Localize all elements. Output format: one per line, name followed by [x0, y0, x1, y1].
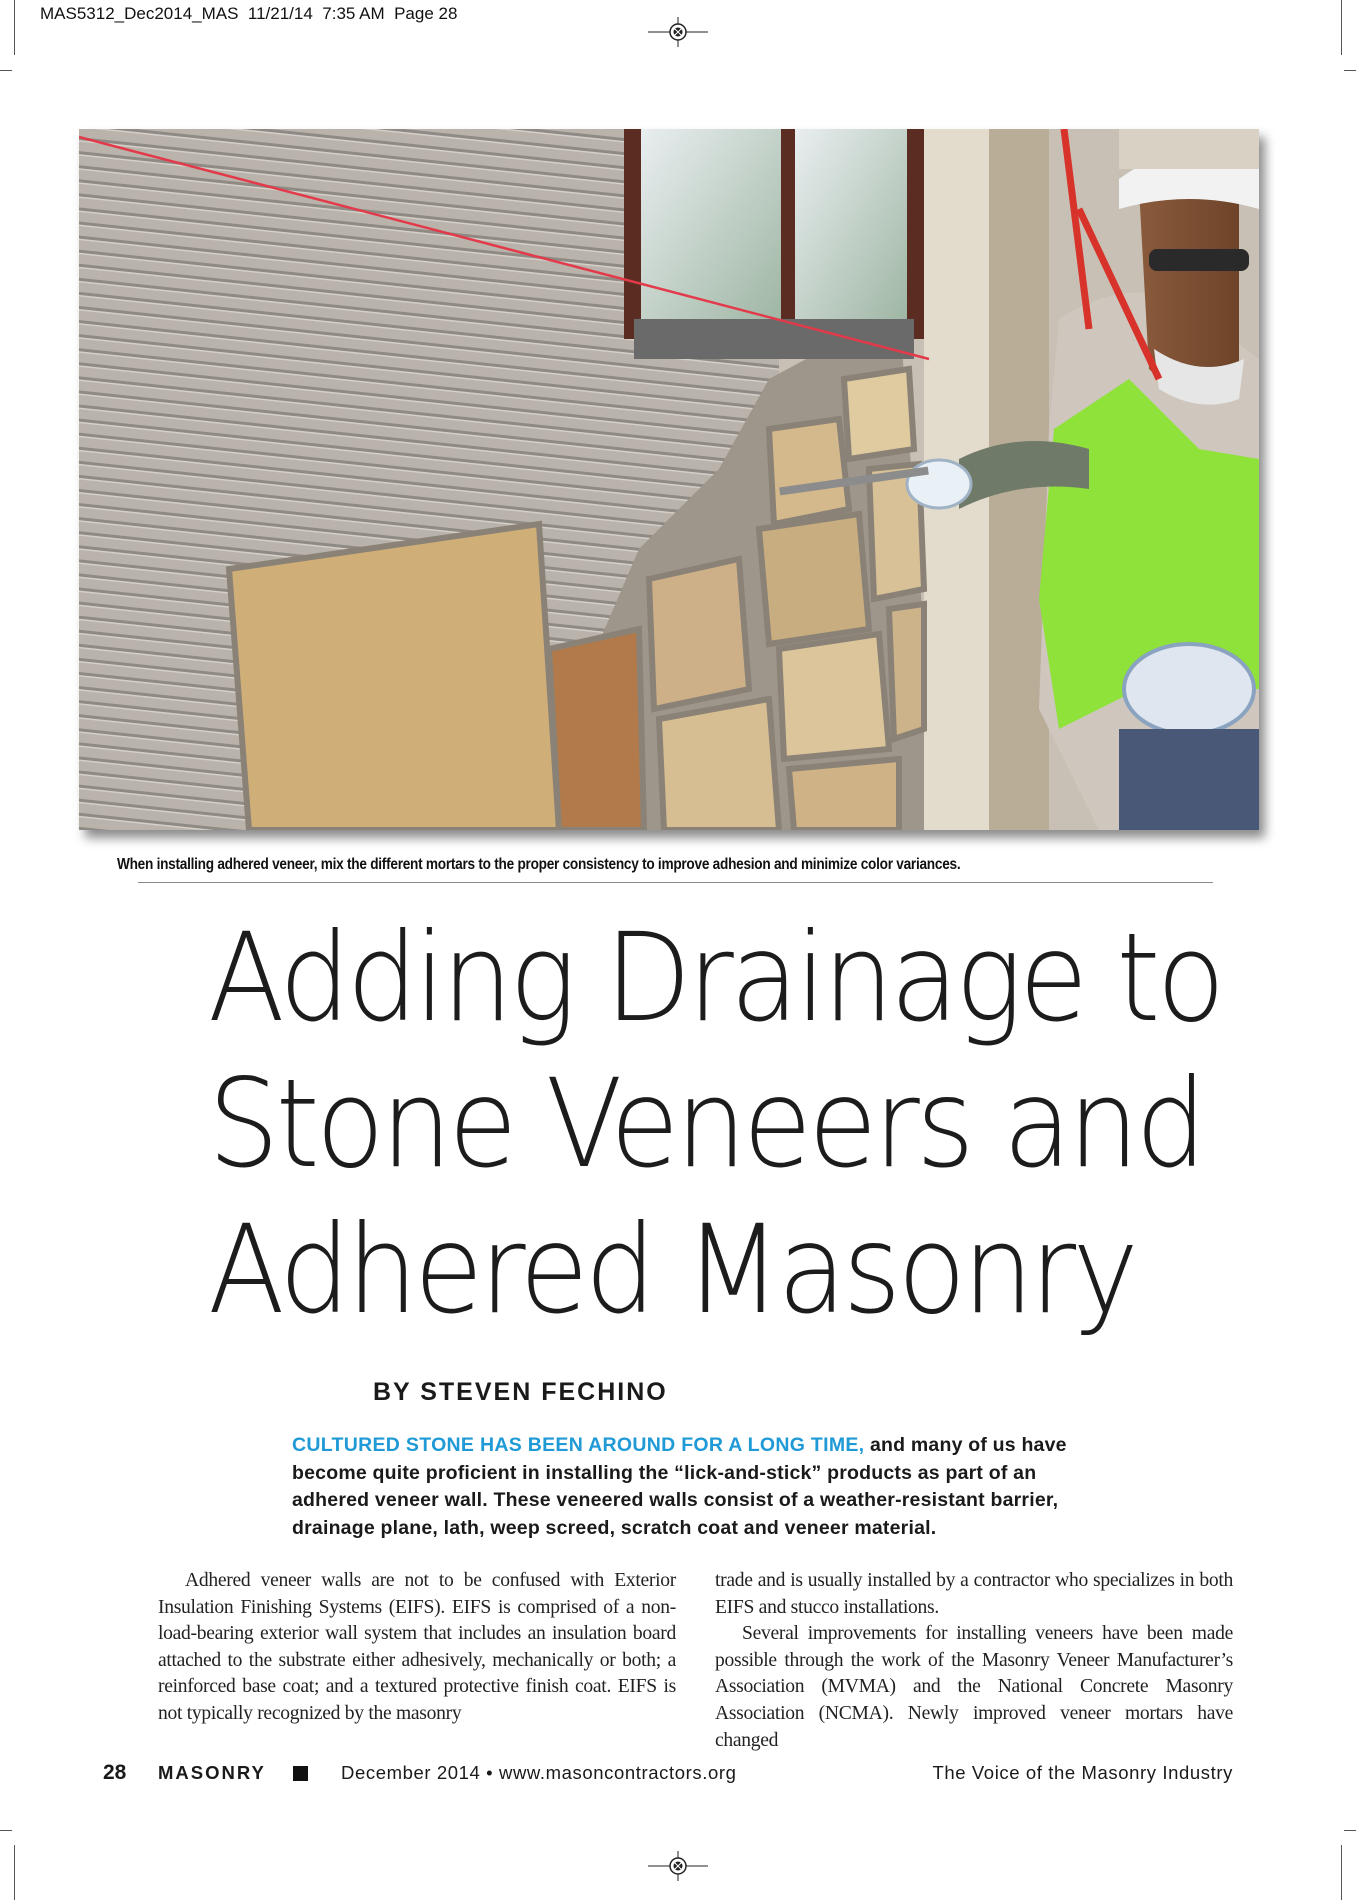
- square-bullet-icon: [293, 1766, 308, 1781]
- deck-lead: CULTURED STONE HAS BEEN AROUND FOR A LONG TIME,: [292, 1434, 865, 1456]
- body-paragraph: Several improvements for installing veneers have been made possible through the work of the Masonry Veneer Manufacturer’s Association (MVMA) and the National Concrete Masonry Association (NCMA). Newly improved veneer mortars have changed: [715, 1623, 1233, 1751]
- magazine-name: MASONRY: [158, 1762, 266, 1783]
- crop-mark: [0, 70, 12, 71]
- body-paragraph: trade and is usually installed by a contractor who specializes in both EIFS and stucco installations.: [715, 1570, 1233, 1618]
- registration-mark-icon: [648, 17, 708, 47]
- page-footer: [103, 1762, 1233, 1792]
- article-title: [208, 905, 1238, 1343]
- photo-caption: When installing adhered veneer, mix the different mortars to the proper consistency to improve adhesion and minimize color variances.: [117, 856, 961, 873]
- lead-photo: [79, 129, 1259, 830]
- crop-mark: [1341, 1845, 1342, 1900]
- crop-mark: [1344, 1830, 1356, 1831]
- article-deck: [292, 1432, 1112, 1542]
- crop-mark: [1344, 70, 1356, 71]
- crop-mark: [14, 1845, 15, 1900]
- caption-divider: [138, 882, 1213, 883]
- title-line: Adding Drainage to: [208, 907, 1222, 1049]
- crop-mark: [0, 1830, 12, 1831]
- deck-body: and many of us have become quite proficient in installing the “lick-and-stick” products as part of an adhered veneer wall. These veneered walls consist of a weather-resistant barrier, drainage plane, lath, weep screed, scratch coat and veneer material.: [292, 1434, 1067, 1539]
- print-slug: MAS5312_Dec2014_MAS 11/21/14 7:35 AM Page 28: [40, 4, 458, 23]
- body-paragraph: Adhered veneer walls are not to be confused with Exterior Insulation Finishing Systems (EIFS). EIFS is comprised of a non-load-bearing exterior wall system that includes an insulation board attached to the substrate either adhesively, mechanically or both; a reinforced base coat; and a textured protective finish coat. EIFS is not typically recognized by the masonry: [158, 1570, 676, 1724]
- page-number: 28: [103, 1761, 127, 1784]
- crop-mark: [14, 0, 15, 55]
- body-column-2: [715, 1568, 1233, 1754]
- registration-mark-icon: [648, 1851, 708, 1881]
- byline: BY STEVEN FECHINO: [373, 1378, 668, 1406]
- magazine-tagline: The Voice of the Masonry Industry: [932, 1762, 1233, 1783]
- body-column-1: [158, 1568, 676, 1728]
- issue-date-url: December 2014 • www.masoncontractors.org: [341, 1762, 737, 1783]
- title-line: Stone Veneers and: [208, 1053, 1204, 1195]
- title-line: Adhered Masonry: [208, 1199, 1136, 1341]
- crop-mark: [1341, 0, 1342, 55]
